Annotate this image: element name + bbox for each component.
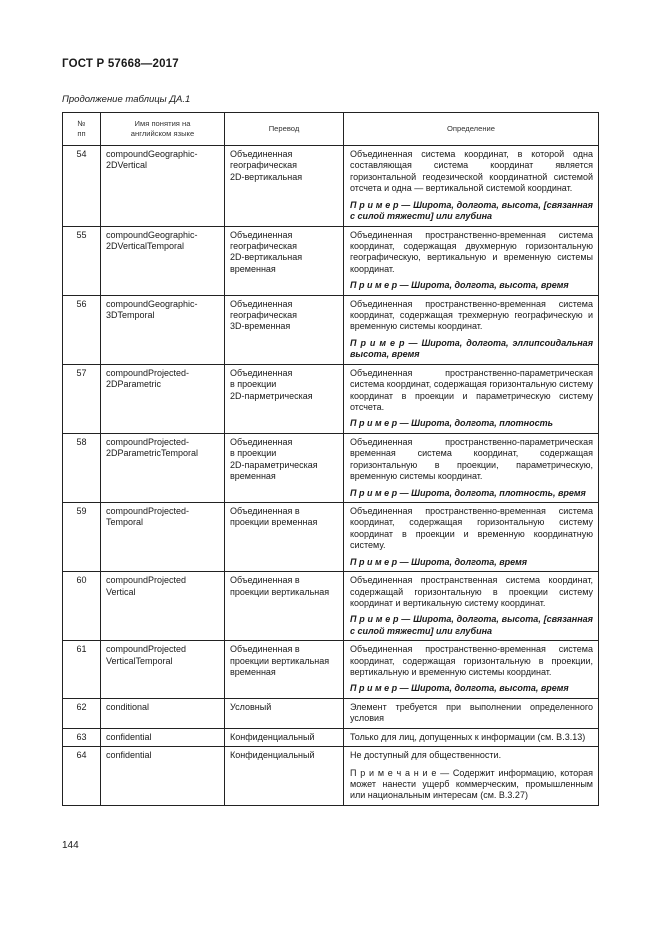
definition-text: Только для лиц, допущенных к информации (см. В.3.13): [350, 731, 586, 742]
note-body: — Содержит информацию, которая может нанести ущерб коммерческим, промышленным или национальным интересам (см. В.3.27): [350, 767, 593, 801]
example-label: П р и м е р: [350, 280, 398, 291]
row-number: 60: [63, 572, 101, 641]
page-number: 144: [62, 840, 79, 851]
russian-translation: Объединенная в проекции временная: [225, 502, 344, 571]
example-text: [350, 683, 593, 694]
russian-translation: Объединенная географическая 3D-временная: [225, 295, 344, 364]
example-label: П р и м е р: [350, 556, 398, 567]
table-row: [63, 364, 599, 433]
table-continuation-caption: Продолжение таблицы ДА.1: [62, 94, 191, 105]
russian-translation: Объединенная в проекции вертикальная временная: [225, 641, 344, 699]
column-header-english-term: Имя понятия на английском языке: [101, 113, 225, 146]
example-text: [350, 338, 593, 361]
note-label: П р и м е ч а н и е: [350, 767, 437, 778]
example-body: — Широта, долгота, высота, время: [397, 683, 569, 694]
table-row: [63, 295, 599, 364]
definition-text: Объединенная пространственно-временная система координат, содержащая трехмерную географическую и временную системы координат.: [350, 298, 593, 332]
english-term: compoundGeographic- 2DVertical: [101, 146, 225, 227]
column-header-number: № пп: [63, 113, 101, 146]
definition-cell: [344, 502, 599, 571]
definition-text: Не доступный для общественности.: [350, 750, 502, 761]
russian-translation: Объединенная в проекции 2D-параметрическая временная: [225, 433, 344, 502]
note-text: [350, 768, 593, 802]
table-row: [63, 433, 599, 502]
example-text: [350, 418, 593, 429]
table-row: [63, 728, 599, 746]
row-number: 56: [63, 295, 101, 364]
example-label: П р и м е р: [350, 487, 398, 498]
russian-translation: Объединенная географическая 2D-вертикальная временная: [225, 226, 344, 295]
definition-text: Объединенная пространственно-временная система координат, содержащая горизонтальную систему координат в проекции и временную координатную систему.: [350, 505, 593, 551]
row-number: 58: [63, 433, 101, 502]
table-row: [63, 572, 599, 641]
english-term: compoundProjected VerticalTemporal: [101, 641, 225, 699]
english-term: compoundProjected- 2DParametricTemporal: [101, 433, 225, 502]
example-text: [350, 280, 593, 291]
example-body: — Широта, долгота, высота, [связанная с силой тяжести] или глубина: [350, 199, 593, 222]
definition-text: Элемент требуется при выполнении определенного условия: [350, 701, 593, 724]
terms-table: [62, 112, 599, 806]
row-number: 55: [63, 226, 101, 295]
table-header-row: [63, 113, 599, 146]
example-label: П р и м е р: [350, 418, 398, 429]
english-term: conditional: [101, 698, 225, 728]
definition-cell: [344, 641, 599, 699]
table-body: [63, 146, 599, 806]
example-body: — Широта, долгота, эллипсоидальная высота, время: [350, 337, 593, 360]
column-header-definition: Определение: [344, 113, 599, 146]
row-number: 64: [63, 747, 101, 806]
example-text: [350, 557, 593, 568]
example-text: [350, 488, 593, 499]
example-body: — Широта, долгота, плотность: [397, 418, 553, 429]
russian-translation: Объединенная географическая 2D-вертикальная: [225, 146, 344, 227]
english-term: confidential: [101, 728, 225, 746]
row-number: 59: [63, 502, 101, 571]
table-row: [63, 747, 599, 806]
definition-cell: [344, 364, 599, 433]
table-row: [63, 502, 599, 571]
english-term: compoundProjected- Temporal: [101, 502, 225, 571]
definition-text: Объединенная система координат, в которой одна составляющая система координат является горизонтальной геодезической координатной системой отсчета и одна — вертикальной системой координат.: [350, 149, 593, 194]
russian-translation: Конфиденциальный: [225, 728, 344, 746]
russian-translation: Объединенная в проекции 2D-парметрическая: [225, 364, 344, 433]
english-term: compoundGeographic- 3DTemporal: [101, 295, 225, 364]
example-label: П р и м е р: [350, 683, 398, 694]
definition-cell: [344, 146, 599, 227]
row-number: 57: [63, 364, 101, 433]
table-row: [63, 641, 599, 699]
row-number: 61: [63, 641, 101, 699]
example-label: П р и м е р: [350, 614, 399, 625]
english-term: compoundProjected Vertical: [101, 572, 225, 641]
definition-text: Объединенная пространственная система координат, содержащай горизонтальную в проекции систему координат и вертикальную систему координат.: [350, 575, 593, 608]
document-header: ГОСТ Р 57668—2017: [62, 58, 179, 70]
definition-cell: [344, 226, 599, 295]
definition-text: Объединенная пространственно-параметрическая система координат, содержащая горизонтальную систему координат в проекции и параметрическую систему отсчета.: [350, 367, 593, 413]
example-body: — Широта, долгота, высота, время: [397, 280, 569, 291]
example-text: [350, 614, 593, 637]
english-term: compoundProjected- 2DParametric: [101, 364, 225, 433]
definition-cell: [344, 728, 599, 746]
column-header-translation: Перевод: [225, 113, 344, 146]
row-number: 54: [63, 146, 101, 227]
russian-translation: Объединенная в проекции вертикальная: [225, 572, 344, 641]
row-number: 63: [63, 728, 101, 746]
example-body: — Широта, долгота, высота, [связанная с силой тяжести] или глубина: [350, 614, 593, 636]
definition-cell: [344, 747, 599, 806]
russian-translation: Конфиденциальный: [225, 747, 344, 806]
table-row: [63, 226, 599, 295]
definition-text: Объединенная пространственно-параметрическая временная система координат, содержащая горизонтальную в проекции, параметрическую, временную системы координат.: [350, 436, 593, 482]
english-term: compoundGeographic- 2DVerticalTemporal: [101, 226, 225, 295]
row-number: 62: [63, 698, 101, 728]
example-label: П р и м е р: [350, 199, 399, 210]
example-text: [350, 200, 593, 223]
definition-cell: [344, 295, 599, 364]
definition-cell: [344, 572, 599, 641]
definition-text: Объединенная пространственно-временная система координат, содержащая горизонтальную в проекции, вертикальную и временную системы координат.: [350, 644, 593, 678]
definition-cell: [344, 433, 599, 502]
definition-cell: [344, 698, 599, 728]
table-row: [63, 698, 599, 728]
definition-text: Объединенная пространственно-временная система координат, содержащая двухмерную горизонтальную географическую, вертикальную и временную системы координат.: [350, 229, 593, 274]
example-body: — Широта, долгота, плотность, время: [397, 487, 586, 498]
example-body: — Широта, долгота, время: [397, 556, 528, 567]
russian-translation: Условный: [225, 698, 344, 728]
example-label: П р и м е р: [350, 337, 405, 348]
table-row: [63, 146, 599, 227]
english-term: confidential: [101, 747, 225, 806]
